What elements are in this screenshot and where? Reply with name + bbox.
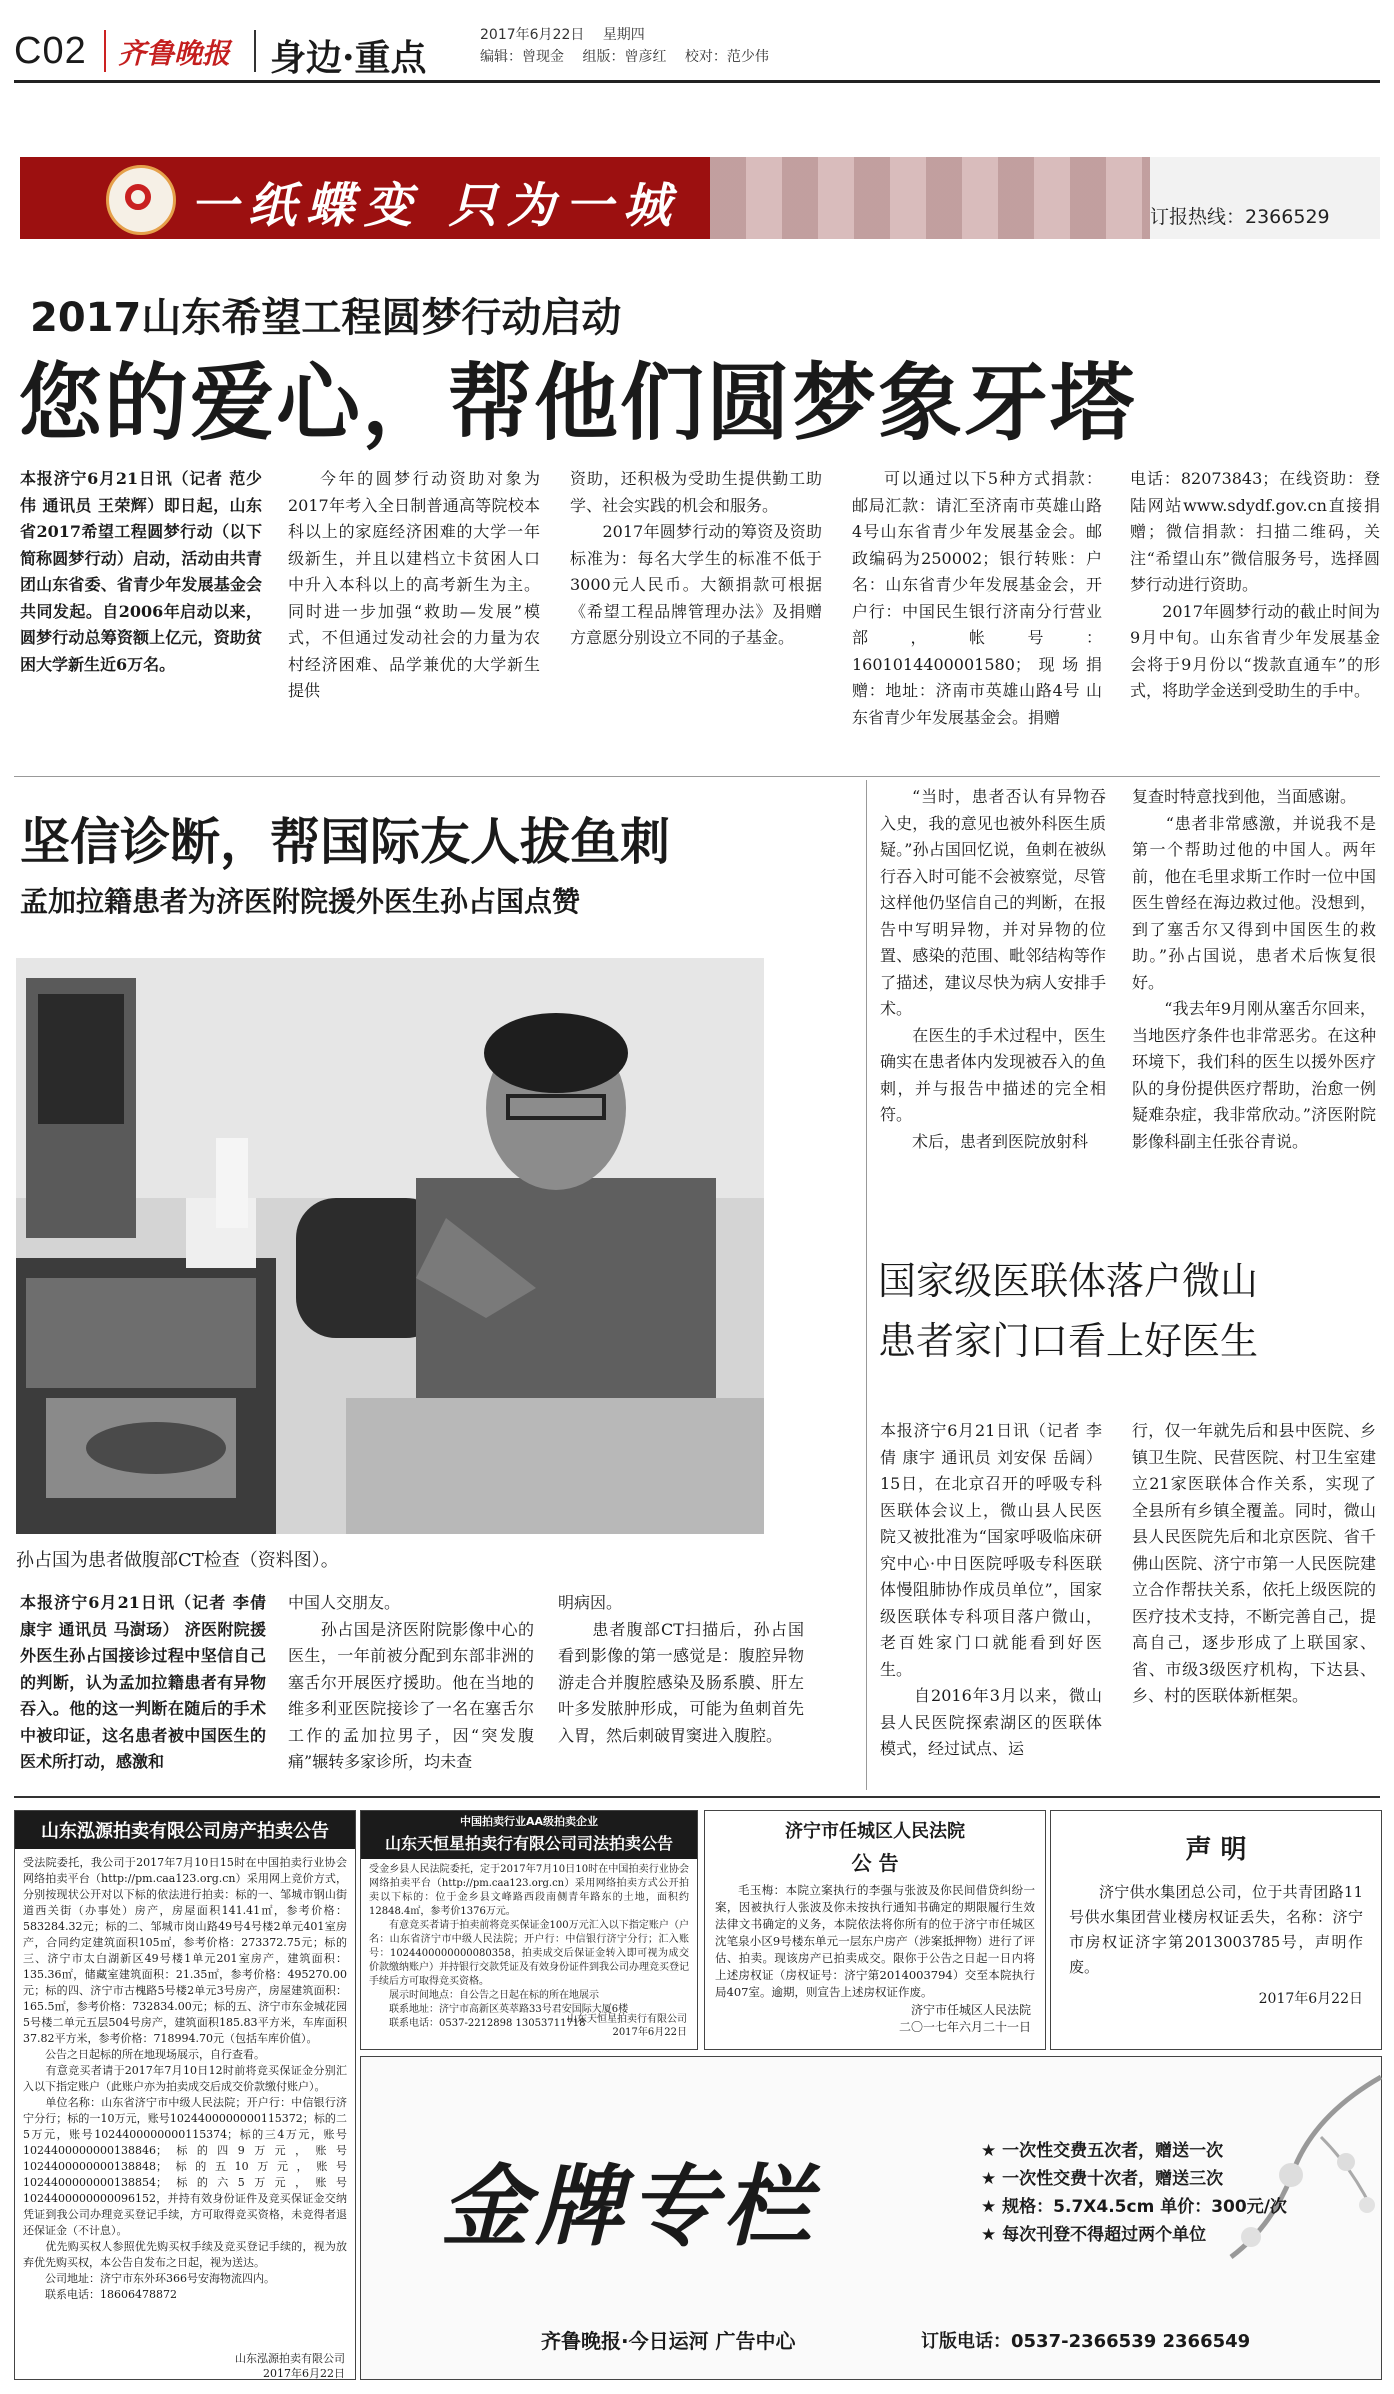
ad2-signer: 山东天恒星拍卖行有限公司 [567,2014,687,2025]
banner-slogan: 一纸蝶变 只为一城 [190,178,681,234]
ad5-title: 金牌专栏 [441,2154,818,2258]
ad5-footer-phone: 订版电话：0537-2366539 2366549 [921,2331,1251,2352]
ad4-body: 济宁供水集团总公司，位于共青团路11号供水集团营业楼房权证丢失，名称：济宁市房权证济字第2013003785号，声明作废。 [1069,1883,1363,1976]
masthead-rule [14,80,1380,83]
ad3-date: 二〇一七年六月二十一日 [898,2020,1031,2034]
story1-column-5: 电话：82073843；在线资助：登陆网站www.sdydf.gov.cn直接捐赠；微信捐款：扫描二维码，关注“希望山东”微信服务号，选择圆梦行动进行资助。 2017年圆梦行动的截止时间为9月中旬。山东省青少年发展基金会将于9月份以“拨款直通车”的形式，将助学金送到受助生的手中。 [1130,469,1380,700]
ad1-signature [15,2351,355,2381]
issue-weekday: 星期四 [602,27,645,43]
ad5-benefit-item: ★ 每次刊登不得超过两个单位 [981,2225,1207,2245]
masthead-divider [254,30,256,72]
story2-right-column-1: “当时，患者否认有异物吞入史，我的意见也被外科医生质疑。”孙占国回忆说，鱼刺在被纵行吞入时可能不会被察觉，尽管这样他仍坚信自己的判断，在报告中写明异物，并对异物的位置、感染的范围、毗邻结构等作了描述，建议尽快为病人安排手术。 在医生的手术过程中，医生确实在患者体内发现被吞入的鱼刺，并与报告中描述的完全相符。 术后，患者到医院放射科 [880,787,1106,1151]
story1-headline: 您的爱心，帮他们圆梦象牙塔 [18,354,1137,452]
story1-column-2: 今年的圆梦行动资助对象为2017年考入全日制普通高等院校本科以上的家庭经济困难的大学一年级新生，并且以建档立卡贫困人口中升入本科以上的高考新生为主。同时进一步加强“救助—发展”模式，不但通过发动社会的力量为农村经济困难、品学兼优的大学新生提供 [288,469,540,700]
court-notice [704,1810,1046,2050]
auction-notice-hongyuan [14,1810,356,2380]
story2-subhead: 孟加拉籍患者为济医附院援外医生孙占国点赞 [20,885,581,918]
ad1-body: 受法院委托，我公司于2017年7月10日15时在中国拍卖行业协会网络拍卖平台（http://pm.caa123.org.cn）采用网上竞价方式，分别按现状公开对以下标的依法进行拍卖：标的一、邹城市钢山街道西关街（办事处）房产，房屋面积141.41㎡，参考价格：583284.32元；标的二、邹城市岗山路49号4号楼2单元401室房产，合同约定建筑面积105㎡，参考价格：273372.75元；标的三、济宁市太白湖新区49号楼1单元201室房产，建筑面积：135.36㎡，储藏室建筑面积：21.35㎡，参考价格：495270.00元；标的四、济宁市古槐路5号楼2单元3号房产，房屋建筑面积：165.5㎡，参考价格：732834.00元；标的五、济宁市东金城花园5号楼二单元五层504号房产，建筑面积185.83平方米，车库面积37.82平方米，参考价格：718994.70元（包括车库价值）。 公告之日起标的所在地现场展示，自行查看。 有意竞买者请于2017年7月10日12时前将竞买保证金分别汇入以下指定账户（此账户亦为拍卖成交后成交价款缴付账户）。 单位名称：山东省济宁市中级人民法院；开户行：中信银行济宁分行；标的一10万元，账号1024400000000115372；标的二5万元，账号1024400000000115374；标的三4万元，账号1024400000000138846；标的四9万元，账号1024400000000138848；标的五10万元，账号1024400000000138854；标的六5万元，账号1024400000000096152，并持有效身份证件及竞买保证金交纳凭证到我公司办理竞买登记手续，方可取得竞买资格，未竞得者退还保证金（不计息）。 优先购买权人参照优先购买权手续及竞买登记手续的，视为放弃优先购买权，本公告自发布之日起，视为送达。 公司地址：济宁市东外环366号安海物流四内。 联系电话：18606478872 [23,1856,347,2301]
story3-column-2: 行，仅一年就先后和县中医院、乡镇卫生院、民营医院、村卫生室建立21家医联体合作关系，实现了全县所有乡镇全覆盖。同时，微山县人民医院先后和北京医院、省千佛山医院、济宁市第一人民医院建立合作帮扶关系，依托上级医院的医疗技术支持，不断完善自己，提高自己，逐步形成了上联国家、省、市级3级医疗机构，下达县、乡、村的医联体新框架。 [1132,1421,1376,1705]
ad5-footer-org: 齐鲁晚报·今日运河 广告中心 [541,2329,796,2353]
issue-date: 2017年6月22日 [480,27,585,43]
story3-headline-line-1: 国家级医联体落户微山 [878,1259,1259,1303]
column-divider [866,780,867,1790]
auction-notice-tianhengxing [360,1810,698,2050]
proof-credit: 校对：范少伟 [684,49,769,65]
ad5-benefit-item: ★ 规格：5.7X4.5cm 单价：300元/次 [981,2197,1287,2217]
ad1-signer: 山东泓源拍卖有限公司 [235,2352,345,2365]
editor-credit: 编辑：曾现金 [480,49,564,65]
ad3-title-line-2: 公 告 [851,1851,899,1875]
ad4-date: 2017年6月22日 [1258,1991,1363,2007]
section-title: 身边·重点 [270,37,427,79]
ad3-signer: 济宁市任城区人民法院 [910,2003,1031,2017]
section-divider [14,776,1380,777]
ad5-benefit-item: ★ 一次性交费十次者，赠送三次 [981,2169,1224,2189]
subscription-hotline: 订报热线：2366529 [1150,206,1330,228]
story1-column-3: 资助，还积极为受助生提供勤工助学、社会实践的机会和服务。 2017年圆梦行动的筹资及资助标准为：每名大学生的标准不低于3000元人民币。大额捐款可根据《希望工程品牌管理办法》及捐赠方意愿分别设立不同的子基金。 [570,469,822,647]
page-number: C02 [14,30,87,72]
ad2-date: 2017年6月22日 [612,2027,687,2038]
ad3-title-line-1: 济宁市任城区人民法院 [785,1821,965,1842]
masthead-divider [104,30,106,72]
story3-headline-line-2: 患者家门口看上好医生 [878,1319,1259,1363]
newspaper-emblem-icon [106,165,176,235]
ad1-title: 山东泓源拍卖有限公司房产拍卖公告 [15,1811,355,1849]
photo-illustration [16,958,764,1534]
ad5-benefit-item: ★ 一次性交费五次者，赠送一次 [981,2141,1224,2161]
ad4-title: 声 明 [1185,1835,1247,1865]
story2-bottom-column-2: 中国人交朋友。 孙占国是济医附院影像中心的医生，一年前被分配到东部非洲的塞舌尔开展医疗援助。他在当地的维多利亚医院接诊了一名在塞舌尔工作的孟加拉男子，因“突发腹痛”辗转多家诊所，均未查 [288,1593,534,1771]
ad5-benefits [981,2137,1287,2249]
loss-statement [1050,1810,1382,2050]
newspaper-logo: 齐鲁晚报 [118,37,231,70]
story2-headline: 坚信诊断，帮国际友人拔鱼刺 [20,813,670,871]
story1-column-4: 可以通过以下5种方式捐款：邮局汇款：请汇至济南市英雄山路4号山东省青少年发展基金会。邮政编码为250002；银行转账：户名：山东省青少年发展基金会，开户行：中国民生银行济南分行营业部，帐号：1601014400001580；现场捐赠：地址：济南市英雄山路4号 山东省青少年发展基金会。捐赠 [852,469,1102,727]
layout-credit: 组版：曾彦红 [582,49,667,65]
ad1-date: 2017年6月22日 [263,2367,345,2380]
ad3-signature [705,2002,1045,2036]
ad2-body: 受金乡县人民法院委托，定于2017年7月10日10时在中国拍卖行业协会网络拍卖平台（http://pm.caa123.org.cn）采用网络拍卖方式公开拍卖以下标的：位于金乡县文峰路西段南侧青年路东的土地，面积约12848.4㎡，参考价1376万元。 有意竞买者请于拍卖前将竞买保证金100万元汇入以下指定账户（户名：山东省济宁市中级人民法院；开户行：中信银行济宁分行；汇入账号：1024400000000080358，拍卖成交后保证金转入即可视为成交价款缴纳账户）并持银行交款凭证及有效身份证件到我公司办理竞买登记手续后方可取得竞买资格。 展示时间地点：自公告之日起在标的所在地展示 联系地址：济宁市高新区英萃路33号君安国际大厦6楼 联系电话：0537-2212898 13053711718 [369,1864,689,2029]
gold-column-ad [360,2056,1382,2380]
story2-right-column-2: 复查时特意找到他，当面感谢。 “患者非常感激，并说我不是第一个帮助过他的中国人。两年前，他在毛里求斯工作时一位中国医生曾经在海边救过他。没想到，到了塞舌尔又得到中国医生的救助。”孙占国说，患者术后恢复很好。 “我去年9月刚从塞舌尔回来，当地医疗条件也非常恶劣。在这种环境下，我们科的医生以援外医疗队的身份提供医疗帮助，治愈一例疑难杂症，我非常欣动。”济医附院影像科副主任张谷青说。 [1132,787,1376,1151]
story1-kicker: 2017山东希望工程圆梦行动启动 [30,295,622,341]
ad3-body: 毛玉梅：本院立案执行的李强与张波及你民间借贷纠纷一案，因被执行人张波及你未按执行通知书确定的期限履行生效法律文书确定的义务，本院依法将你所有的位于济宁市任城区沈笔泉小区9号楼东单元一层东户房产（涉案抵押物）进行了评估、拍卖。现该房产已拍卖成交。限你于公告之日起一日内将上述房权证（房权证号：济宁第2014003794）交至本院执行局407室。逾期，则宣告上述房权证作废。 [715,1883,1035,1999]
story2-bottom-column-1: 本报济宁6月21日讯（记者 李倩 康宇 通讯员 马澍玚） 济医附院援外医生孙占国接诊过程中坚信自己的判断，认为孟加拉籍患者有异物吞入。他的这一判断在随后的手术中被印证，这名患者被中国医生的医术所打动，感激和 [20,1593,266,1771]
news-photo [16,958,764,1534]
ad2-title: 山东天恒星拍卖行有限公司司法拍卖公告 [361,1829,697,1859]
ad-section-divider [14,1796,1380,1798]
story1-column-1: 本报济宁6月21日讯（记者 范少伟 通讯员 王荣辉）即日起，山东省2017希望工程圆梦行动（以下简称圆梦行动）启动，活动由共青团山东省委、省青少年发展基金会共同发起。自2006年启动以来，圆梦行动总筹资额上亿元，资助贫困大学新生近6万名。 [20,469,262,674]
photo-caption: 孙占国为患者做腹部CT检查（资料图）。 [16,1550,339,1571]
story3-column-1: 本报济宁6月21日讯（记者 李倩 康宇 通讯员 刘安保 岳阔） 15日，在北京召开的呼吸专科医联体会议上，微山县人民医院又被批准为“国家呼吸临床研究中心·中日医院呼吸专科医联体慢阻肺协作成员单位”，国家级医联体专科项目落户微山，老百姓家门口就能看到好医生。 自2016年3月以来，微山县人民医院探索湖区的医联体模式，经过试点、运 [880,1421,1102,1758]
issue-meta [480,24,783,68]
ad2-kicker: 中国拍卖行业AA级拍卖企业 [361,1811,697,1829]
story2-bottom-column-3: 明病因。 患者腹部CT扫描后，孙占国看到影像的第一感觉是：腹腔异物游走合并腹腔感染及肠系膜、肝左叶多发脓肿形成，可能为鱼刺首先入胃，然后刺破胃窦进入腹腔。 [558,1593,804,1745]
